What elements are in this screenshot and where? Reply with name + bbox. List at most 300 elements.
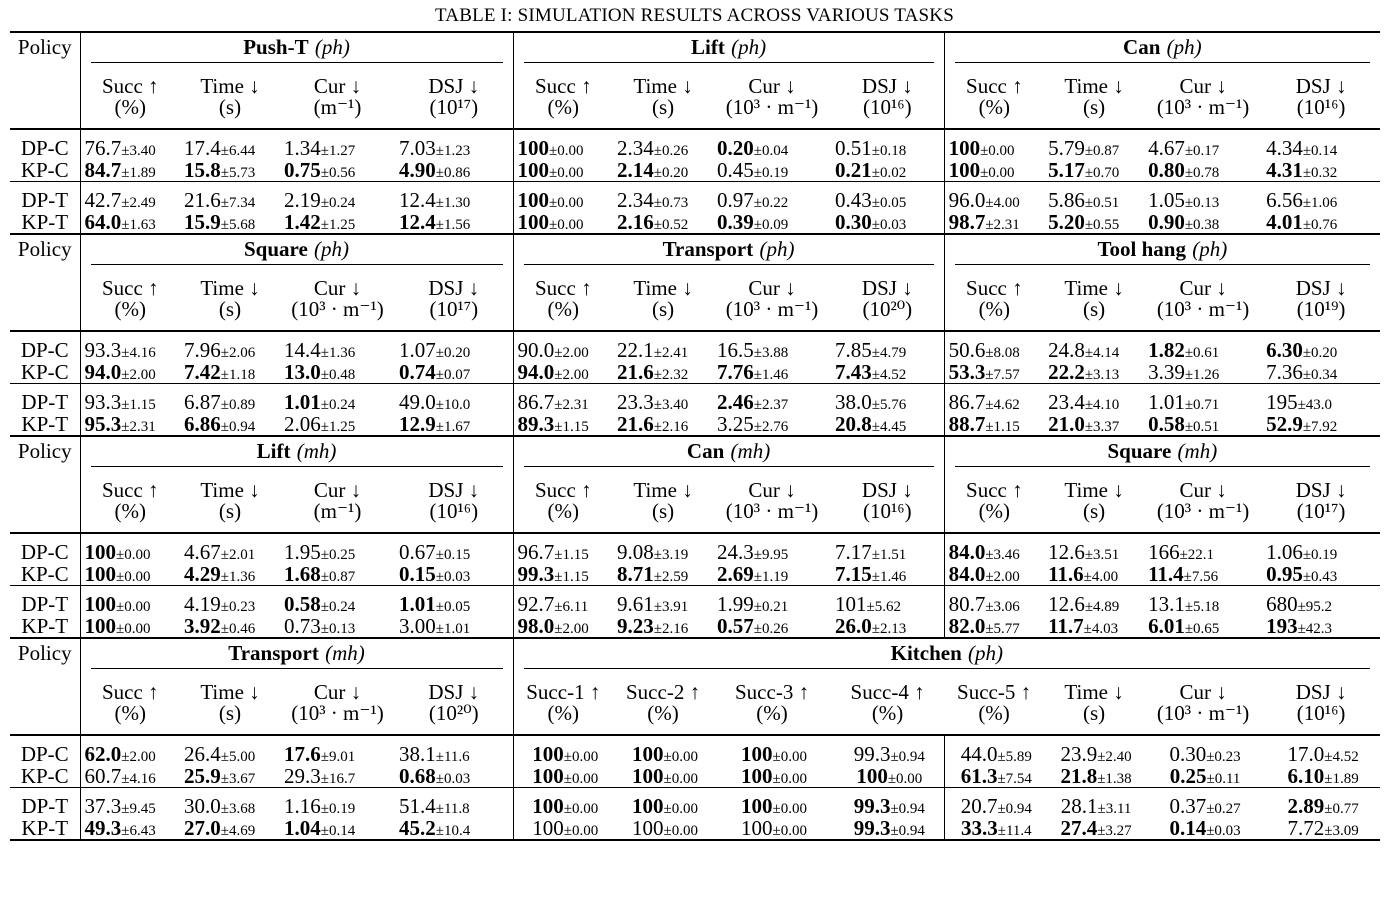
cell-value: 2.14 [617, 157, 654, 182]
cell-std: ±0.25 [320, 546, 356, 563]
cell-std: ±43.0 [1297, 396, 1333, 413]
cell-value: 17.4 [184, 135, 221, 160]
cell-value: 13.1 [1148, 591, 1185, 616]
cell-std: ±3.40 [653, 396, 689, 413]
cell-value: 100 [517, 209, 550, 234]
table-cell [180, 211, 280, 234]
metric-header [831, 672, 944, 735]
cell-std: ±4.79 [871, 344, 907, 361]
cell-std: ±0.00 [563, 800, 599, 817]
cell-std: ±11.4 [997, 822, 1032, 839]
table-row [10, 593, 1380, 615]
group-title [524, 236, 934, 265]
cell-value: 6.56 [1266, 187, 1303, 212]
cell-std: ±1.36 [320, 344, 356, 361]
metric-name: Succ ↑ [535, 74, 592, 98]
table-cell [831, 541, 944, 563]
metric-header [613, 268, 713, 331]
table-cell [80, 615, 180, 638]
metric-name: Succ ↑ [101, 74, 159, 98]
table-cell [280, 817, 395, 840]
table-cell [1144, 795, 1262, 817]
cell-value: 50.6 [948, 337, 986, 362]
table-cell [713, 391, 831, 413]
metric-unit: (%) [547, 297, 580, 321]
cell-value: 1.82 [1148, 337, 1185, 362]
cell-std: ±0.03 [1206, 822, 1241, 839]
policy-name: DP-C [20, 337, 69, 362]
table-cell [513, 361, 613, 384]
metric-unit: (%) [114, 95, 146, 119]
group-header [80, 436, 513, 470]
cell-std: ±5.62 [866, 598, 902, 615]
table-cell [613, 189, 713, 211]
table-cell [280, 541, 395, 563]
metric-name: Cur ↓ [1179, 478, 1227, 502]
metric-unit: (%) [547, 499, 580, 523]
table-cell [1044, 593, 1144, 615]
table-cell [395, 615, 513, 638]
table-cell [1044, 159, 1144, 182]
table-cell [613, 391, 713, 413]
cell-value: 11.7 [1048, 613, 1084, 638]
cell-std: ±0.94 [220, 418, 256, 435]
cell-value: 27.4 [1060, 815, 1098, 840]
table-cell [280, 765, 395, 788]
cell-value: 1.99 [717, 591, 754, 616]
table-cell [944, 361, 1044, 384]
cell-std: ±1.51 [871, 546, 907, 563]
table-cell [1262, 765, 1380, 788]
cell-value: 30.0 [184, 793, 221, 818]
cell-value: 7.17 [835, 539, 872, 564]
table-cell [1144, 189, 1262, 211]
cell-value: 94.0 [517, 359, 555, 384]
cell-value: 7.72 [1287, 815, 1325, 840]
group-subset: (mh) [325, 640, 365, 665]
cell-value: 20.7 [960, 793, 998, 818]
policy-name: DP-C [20, 539, 69, 564]
policy-header: Policy [10, 436, 80, 533]
metric-name: Time ↓ [200, 478, 260, 502]
cell-std: ±0.05 [435, 598, 471, 615]
cell-std: ±3.13 [1084, 366, 1120, 383]
cell-std: ±1.63 [121, 216, 156, 233]
table-cell [613, 593, 713, 615]
table-cell [1044, 743, 1144, 765]
cell-value: 3.00 [399, 613, 436, 638]
metric-unit: (10³ · m⁻¹) [291, 297, 384, 321]
table-cell [1262, 615, 1380, 638]
group-title [955, 236, 1371, 265]
group-header [944, 234, 1380, 268]
table-row [10, 765, 1380, 788]
cell-std: ±0.05 [871, 194, 907, 211]
cell-value: 193 [1266, 613, 1298, 638]
policy-name: KP-C [10, 361, 80, 384]
cell-value: 100 [948, 157, 981, 182]
group-name: Square [1107, 438, 1172, 463]
cell-std: ±7.57 [985, 366, 1020, 383]
table-cell [280, 211, 395, 234]
cell-std: ±0.87 [320, 568, 356, 585]
table-cell [831, 391, 944, 413]
table-cell [280, 189, 395, 211]
group-header-row [10, 32, 1380, 66]
table-cell [1044, 795, 1144, 817]
cell-std: ±3.37 [1084, 418, 1120, 435]
metric-unit: (%) [978, 297, 1011, 321]
cell-std: ±3.11 [1097, 800, 1132, 817]
metric-name: Cur ↓ [313, 478, 362, 502]
cell-std: ±0.00 [980, 164, 1015, 181]
table-cell [513, 413, 613, 436]
cell-value: 0.58 [284, 591, 321, 616]
metric-header-row [10, 672, 1380, 735]
cell-std: ±1.67 [435, 418, 471, 435]
table-cell [513, 743, 613, 765]
cell-std: ±2.01 [220, 546, 256, 563]
table-cell [713, 413, 831, 436]
group-name: Can [686, 438, 725, 463]
cell-std: ±1.38 [1097, 770, 1132, 787]
cell-value: 4.31 [1266, 157, 1303, 182]
metric-header [1262, 66, 1380, 129]
cell-std: ±1.15 [121, 396, 156, 413]
table-cell [1262, 391, 1380, 413]
table-cell [80, 361, 180, 384]
table-cell [80, 817, 180, 840]
cell-std: ±0.15 [435, 546, 471, 563]
metric-unit: (s) [1082, 701, 1106, 725]
cell-std: ±0.14 [1302, 142, 1338, 159]
metric-unit: (10¹⁶) [1296, 95, 1346, 119]
metric-unit: (%) [978, 701, 1010, 725]
cell-std: ±3.06 [985, 598, 1020, 615]
cell-value: 0.80 [1148, 157, 1185, 182]
table-cell [1144, 211, 1262, 234]
cell-value: 99.3 [853, 815, 891, 840]
cell-value: 28.1 [1060, 793, 1098, 818]
cell-value: 7.42 [184, 359, 221, 384]
cell-std: ±0.00 [549, 194, 584, 211]
table-cell [613, 159, 713, 182]
table-cell [395, 413, 513, 436]
table-cell [831, 817, 944, 840]
cell-std: ±0.19 [753, 164, 789, 181]
metric-header [280, 470, 395, 533]
cell-std: ±5.73 [220, 164, 256, 181]
table-cell [713, 361, 831, 384]
metric-name: Succ-2 ↑ [626, 680, 701, 704]
cell-std: ±0.24 [320, 598, 356, 615]
cell-value: 64.0 [84, 209, 122, 234]
table-row [10, 159, 1380, 182]
table-cell [713, 795, 831, 817]
metric-header [1144, 470, 1262, 533]
cell-std: ±7.56 [1183, 568, 1219, 585]
group-name: Square [243, 236, 308, 261]
table-cell [180, 361, 280, 384]
cell-std: ±0.73 [653, 194, 689, 211]
metric-name: DSJ ↓ [1295, 680, 1347, 704]
table-cell [944, 159, 1044, 182]
cell-std: ±1.23 [435, 142, 471, 159]
group-header [80, 32, 513, 66]
group-name: Push-T [243, 34, 309, 59]
cell-value: 7.43 [835, 359, 872, 384]
table-cell [180, 817, 280, 840]
table-cell [1044, 563, 1144, 586]
cell-std: ±0.52 [653, 216, 689, 233]
metric-unit: (%) [547, 701, 580, 725]
cell-value: 86.7 [517, 389, 555, 414]
cell-value: 3.92 [184, 613, 221, 638]
cell-value: 0.90 [1148, 209, 1185, 234]
cell-value: 4.01 [1266, 209, 1303, 234]
metric-name: Time ↓ [633, 74, 693, 98]
metric-header [180, 672, 280, 735]
table-cell [831, 563, 944, 586]
metric-name: DSJ ↓ [861, 276, 913, 300]
table-cell [80, 541, 180, 563]
table-cell [395, 541, 513, 563]
table-cell [713, 563, 831, 586]
table-cell [831, 339, 944, 361]
cell-value: 99.3 [517, 561, 555, 586]
cell-value: 17.0 [1287, 741, 1325, 766]
cell-std: ±0.00 [116, 568, 151, 585]
cell-std: ±2.31 [121, 418, 156, 435]
metric-name: Succ ↑ [535, 276, 592, 300]
table-cell [944, 615, 1044, 638]
cell-std: ±0.00 [663, 748, 699, 765]
table-cell [513, 137, 613, 159]
cell-value: 45.2 [399, 815, 436, 840]
cell-value: 93.3 [84, 337, 122, 362]
cell-std: ±0.00 [663, 822, 699, 839]
table-cell [1144, 413, 1262, 436]
cell-value: 100 [532, 815, 564, 840]
cell-value: 0.68 [399, 763, 436, 788]
cell-std: ±0.23 [1206, 748, 1241, 765]
metric-unit: (%) [647, 701, 679, 725]
cell-std: ±3.09 [1324, 822, 1359, 839]
cell-std: ±8.08 [985, 344, 1020, 361]
cell-value: 7.96 [184, 337, 221, 362]
metric-name: Succ ↑ [535, 478, 592, 502]
policy-name: DP-C [20, 741, 69, 766]
group-title [955, 438, 1371, 467]
policy-header: Policy [10, 638, 80, 735]
metric-header [944, 66, 1044, 129]
cell-std: ±2.31 [554, 396, 589, 413]
cell-value: 15.9 [184, 209, 221, 234]
cell-value: 4.67 [184, 539, 221, 564]
cell-std: ±5.77 [985, 620, 1020, 637]
table-row [10, 615, 1380, 638]
cell-std: ±1.01 [435, 620, 471, 637]
metric-name: Succ ↑ [966, 74, 1023, 98]
group-subset: (ph) [314, 236, 350, 261]
cell-std: ±4.16 [121, 344, 156, 361]
cell-std: ±2.00 [554, 344, 589, 361]
cell-value: 100 [84, 613, 116, 638]
cell-value: 0.95 [1266, 561, 1303, 586]
cell-value: 89.3 [517, 411, 555, 436]
cell-std: ±0.00 [116, 546, 151, 563]
table-cell [1262, 137, 1380, 159]
cell-std: ±0.94 [890, 748, 925, 765]
cell-value: 6.30 [1266, 337, 1303, 362]
table-cell [1144, 593, 1262, 615]
cell-std: ±3.46 [985, 546, 1020, 563]
cell-std: ±0.13 [1184, 194, 1220, 211]
group-title [91, 34, 503, 63]
table-cell [1262, 339, 1380, 361]
cell-std: ±0.56 [320, 164, 356, 181]
table-cell [280, 391, 395, 413]
cell-value: 1.01 [399, 591, 436, 616]
cell-value: 1.04 [284, 815, 321, 840]
metric-header [395, 470, 513, 533]
metric-name: DSJ ↓ [428, 478, 480, 502]
table-cell [831, 615, 944, 638]
table-cell [280, 593, 395, 615]
metric-header [395, 672, 513, 735]
policy-name: KP-T [10, 413, 80, 436]
table-cell [280, 743, 395, 765]
table-cell [180, 615, 280, 638]
cell-value: 0.73 [284, 613, 321, 638]
table-cell [1262, 563, 1380, 586]
group-header [944, 32, 1380, 66]
metric-header [944, 470, 1044, 533]
cell-std: ±4.89 [1084, 598, 1120, 615]
cell-value: 100 [948, 135, 981, 160]
cell-value: 76.7 [84, 135, 122, 160]
table-cell [180, 137, 280, 159]
group-header [513, 234, 944, 268]
table-cell [1144, 391, 1262, 413]
cell-value: 2.89 [1287, 793, 1325, 818]
cell-value: 98.7 [948, 209, 986, 234]
cell-value: 21.8 [1060, 763, 1098, 788]
cell-std: ±0.00 [663, 770, 699, 787]
metric-unit: (10¹⁹) [1296, 297, 1346, 321]
cell-value: 1.06 [1266, 539, 1303, 564]
cell-std: ±0.51 [1184, 418, 1220, 435]
table-cell [1262, 413, 1380, 436]
cell-value: 84.0 [948, 539, 986, 564]
cell-value: 93.3 [84, 389, 122, 414]
cell-std: ±4.62 [985, 396, 1020, 413]
group-subset: (mh) [1177, 438, 1218, 463]
table-row [10, 563, 1380, 586]
cell-value: 4.29 [184, 561, 221, 586]
cell-value: 84.0 [948, 561, 986, 586]
table-cell [1144, 137, 1262, 159]
table-cell [944, 593, 1044, 615]
table-cell [613, 211, 713, 234]
table-cell [80, 339, 180, 361]
table-cell [1044, 413, 1144, 436]
metric-unit: (%) [114, 499, 146, 523]
table-cell [613, 413, 713, 436]
cell-value: 33.3 [960, 815, 998, 840]
table-cell [513, 817, 613, 840]
table-cell [1144, 563, 1262, 586]
metric-unit: (10¹⁶) [863, 95, 912, 119]
table-cell [713, 189, 831, 211]
table-cell [713, 339, 831, 361]
cell-value: 5.20 [1048, 209, 1085, 234]
cell-std: ±3.19 [653, 546, 689, 563]
metric-name: DSJ ↓ [428, 276, 480, 300]
table-cell [1044, 817, 1144, 840]
table-cell [395, 391, 513, 413]
cell-value: 23.3 [617, 389, 654, 414]
policy-name: DP-T [21, 187, 69, 212]
table-cell [180, 339, 280, 361]
cell-value: 100 [741, 793, 773, 818]
metric-unit: (10³ · m⁻¹) [725, 499, 819, 523]
metric-unit: (10¹⁶) [1296, 701, 1346, 725]
cell-std: ±0.00 [772, 822, 808, 839]
metric-header [80, 66, 180, 129]
group-header [513, 638, 1380, 672]
table-cell [1044, 541, 1144, 563]
cell-std: ±2.00 [121, 366, 156, 383]
cell-value: 12.6 [1048, 539, 1085, 564]
metric-name: Time ↓ [200, 74, 260, 98]
metric-unit: (%) [114, 701, 146, 725]
cell-value: 1.01 [284, 389, 321, 414]
group-header [80, 234, 513, 268]
metric-header [1044, 66, 1144, 129]
cell-std: ±0.76 [1302, 216, 1338, 233]
cell-value: 3.25 [717, 411, 754, 436]
table-cell [1144, 743, 1262, 765]
metric-name: DSJ ↓ [1295, 478, 1347, 502]
table-cell [944, 211, 1044, 234]
cell-value: 100 [856, 763, 888, 788]
table-cell [180, 743, 280, 765]
table-cell [395, 211, 513, 234]
metric-unit: (10¹⁶) [429, 499, 479, 523]
metric-header [180, 268, 280, 331]
cell-std: ±4.14 [1084, 344, 1120, 361]
policy-header: Policy [10, 32, 80, 129]
cell-value: 2.19 [284, 187, 321, 212]
metric-name: Time ↓ [1064, 478, 1124, 502]
table-cell [80, 189, 180, 211]
cell-std: ±5.18 [1184, 598, 1220, 615]
cell-value: 100 [517, 187, 550, 212]
cell-value: 88.7 [948, 411, 986, 436]
cell-std: ±6.44 [220, 142, 256, 159]
cell-value: 101 [835, 591, 867, 616]
metric-header [80, 672, 180, 735]
metric-unit: (m⁻¹) [313, 499, 362, 523]
table-cell [1144, 765, 1262, 788]
cell-std: ±4.10 [1084, 396, 1120, 413]
table-cell [180, 189, 280, 211]
cell-std: ±1.15 [554, 568, 589, 585]
table-cell [1262, 593, 1380, 615]
cell-std: ±0.00 [563, 748, 599, 765]
metric-name: Succ ↑ [101, 680, 159, 704]
